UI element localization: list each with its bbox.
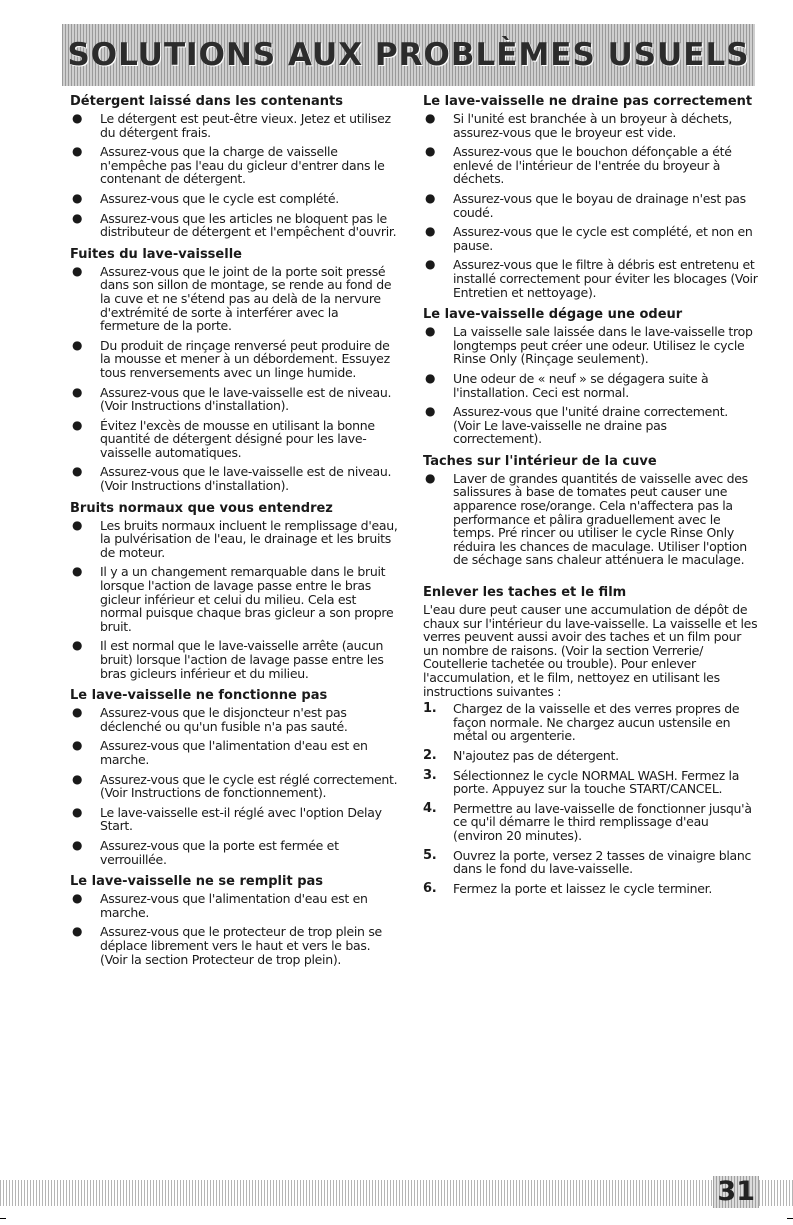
bullet-list <box>423 325 758 446</box>
section <box>70 94 400 239</box>
list-item <box>70 419 400 460</box>
list-item-text: Assurez-vous que le lave-vaisselle est de niveau. (Voir Instructions d'installation). <box>100 464 392 494</box>
bullet-icon: ● <box>72 804 83 819</box>
list-item <box>423 258 758 299</box>
list-item-text: Évitez l'excès de mousse en utilisant la bonne quantité de détergent désigné pour les lave-vaisselle automatiques. <box>100 417 375 460</box>
list-item <box>423 192 758 219</box>
bullet-icon: ● <box>425 404 436 419</box>
bullet-list <box>70 265 400 493</box>
section-heading: Le lave-vaisselle ne fonctionne pas <box>70 688 328 704</box>
list-item-text: Assurez-vous que le filtre à débris est entretenu et installé correctement pour éviter les blocages (Voir Entretien et nettoyage). <box>453 257 758 300</box>
list-item <box>70 892 400 919</box>
list-item-text: La vaisselle sale laissée dans le lave-vaisselle trop longtemps peut créer une odeur. Utilisez le cycle Rinse Only (Rinçage seulement). <box>453 324 753 367</box>
list-item-text: Si l'unité est branchée à un broyeur à déchets, assurez-vous que le broyeur est vide. <box>453 111 733 140</box>
list-item-text: Les bruits normaux incluent le remplissage d'eau, la pulvérisation de l'eau, le drainage et les bruits de moteur. <box>100 517 398 560</box>
bullet-icon: ● <box>72 263 83 278</box>
list-item-text: Assurez-vous que le cycle est complété. <box>100 190 339 206</box>
list-item <box>70 706 400 733</box>
crop-mark <box>787 1218 793 1219</box>
list-item <box>423 325 758 366</box>
section-heading: Le lave-vaisselle ne draine pas correctement <box>423 94 753 109</box>
list-item-text: Laver de grandes quantités de vaisselle avec des salissures à base de tomates peut causer une apparence rose/orange. Cela n'affectera pas la performance et pâlira graduellement avec le temps. Pré rincer ou utiliser le cycle Rinse Only réduira les chances de maculage. Utiliser l'option de séchage sans chaleur atténuera le maculage. <box>453 470 748 568</box>
bullet-list <box>70 519 400 681</box>
step-item <box>423 802 758 843</box>
step-number: 1. <box>423 701 437 717</box>
list-item <box>423 405 758 446</box>
bullet-icon: ● <box>72 705 83 720</box>
list-item-text: Assurez-vous que le boyau de drainage n'est pas coudé. <box>453 190 746 220</box>
section-heading: Le lave-vaisselle ne se remplit pas <box>70 874 324 890</box>
left-column <box>70 94 400 974</box>
list-item-text: Assurez-vous que le joint de la porte soit pressé dans son sillon de montage, se rende au fond de la cuve et ne s'étend pas au delà de la nervure d'extrémité de sorte à interférer avec la fermeture de la porte. <box>100 263 392 334</box>
bullet-icon: ● <box>72 517 83 532</box>
section <box>70 688 400 866</box>
list-item <box>423 145 758 186</box>
section <box>423 454 758 567</box>
list-item <box>423 112 758 139</box>
list-item <box>70 565 400 633</box>
bullet-list <box>423 112 758 299</box>
list-item-text: Assurez-vous que le cycle est réglé correctement. (Voir Instructions de fonctionnement). <box>100 771 398 801</box>
film-section <box>423 585 758 895</box>
section-heading: Bruits normaux que vous entendrez <box>70 500 333 516</box>
list-item <box>70 339 400 380</box>
bullet-icon: ● <box>72 738 83 753</box>
step-text: Sélectionnez le cycle NORMAL WASH. Fermez la porte. Appuyez sur la touche START/CANCEL. <box>453 767 740 797</box>
right-sections <box>423 94 758 567</box>
section-heading: Le lave-vaisselle dégage une odeur <box>423 307 683 323</box>
step-number: 4. <box>423 800 437 816</box>
bullet-icon: ● <box>72 837 83 852</box>
list-item-text: Le détergent est peut-être vieux. Jetez et utilisez du détergent frais. <box>100 111 391 140</box>
section <box>423 94 758 299</box>
bullet-icon: ● <box>425 324 436 339</box>
step-text: Chargez de la vaisselle et des verres propres de façon normale. Ne chargez aucun ustensile en métal ou argenterie. <box>453 701 740 744</box>
page-number: 31 <box>713 1176 759 1208</box>
bullet-icon: ● <box>72 337 83 352</box>
step-text: Ouvrez la porte, versez 2 tasses de vinaigre blanc dans le fond du lave-vaisselle. <box>453 847 752 877</box>
section-heading: Taches sur l'intérieur de la cuve <box>423 453 657 469</box>
list-item-text: Une odeur de « neuf » se dégagera suite à l'installation. Ceci est normal. <box>453 370 709 400</box>
bullet-icon: ● <box>72 111 83 125</box>
list-item <box>423 225 758 252</box>
bullet-icon: ● <box>72 891 83 906</box>
bullet-icon: ● <box>72 190 83 205</box>
list-item-text: Assurez-vous que l'alimentation d'eau est en marche. <box>100 738 368 767</box>
list-item-text: Assurez-vous que le lave-vaisselle est de niveau. (Voir Instructions d'installation). <box>100 384 392 414</box>
right-column <box>423 94 758 901</box>
section-heading: Fuites du lave-vaisselle <box>70 246 242 262</box>
list-item-text: Il y a un changement remarquable dans le bruit lorsque l'action de lavage passe entre le bras gicleur inférieur et celui du milieu. Cela est normal puisque chaque bras gicleur a son propre bruit. <box>100 564 394 634</box>
steps-list <box>423 702 758 895</box>
step-item <box>423 702 758 743</box>
section <box>70 874 400 966</box>
bullet-list <box>70 706 400 866</box>
bullet-icon: ● <box>72 144 83 159</box>
bullet-icon: ● <box>425 257 436 272</box>
list-item-text: Assurez-vous que la charge de vaisselle n'empêche pas l'eau du gicleur d'entrer dans le contenant de détergent. <box>100 144 385 187</box>
list-item-text: Assurez-vous que le protecteur de trop plein se déplace librement vers le haut et vers le bas. (Voir la section Protecteur de trop plein). <box>100 924 382 967</box>
list-item <box>423 372 758 399</box>
list-item <box>423 472 758 567</box>
list-item <box>70 386 400 413</box>
list-item <box>70 192 400 206</box>
list-item <box>70 639 400 680</box>
step-number: 2. <box>423 747 437 763</box>
list-item <box>70 773 400 800</box>
title-banner <box>62 24 755 86</box>
step-number: 5. <box>423 847 437 863</box>
step-text: Permettre au lave-vaisselle de fonctionner jusqu'à ce qu'il démarre le third remplissage d'eau (environ 20 minutes). <box>453 800 752 843</box>
step-text: N'ajoutez pas de détergent. <box>453 747 619 763</box>
list-item-text: Assurez-vous que l'alimentation d'eau est en marche. <box>100 891 368 920</box>
list-item-text: Il est normal que le lave-vaisselle arrête (aucun bruit) lorsque l'action de lavage passe entre les bras gicleurs inférieur et du milieu. <box>100 638 384 681</box>
bullet-icon: ● <box>425 190 436 205</box>
list-item-text: Assurez-vous que l'unité draine correctement. (Voir Le lave-vaisselle ne draine pas correctement). <box>453 404 728 447</box>
bullet-icon: ● <box>72 464 83 479</box>
bullet-icon: ● <box>72 210 83 225</box>
list-item-text: Du produit de rinçage renversé peut produire de la mousse et mener à un débordement. Essuyez tous renversements avec un linge humide. <box>100 337 390 380</box>
section-heading: Enlever les taches et le film <box>423 585 627 601</box>
bullet-icon: ● <box>72 771 83 786</box>
bullet-icon: ● <box>72 564 83 579</box>
crop-mark <box>0 1218 6 1219</box>
bullet-list <box>70 892 400 966</box>
step-number: 6. <box>423 880 437 896</box>
page-title: SOLUTIONS AUX PROBLÈMES USUELS <box>67 37 750 73</box>
list-item <box>70 739 400 766</box>
list-item <box>70 465 400 492</box>
list-item <box>70 212 400 239</box>
bullet-icon: ● <box>425 370 436 385</box>
list-item-text: Assurez-vous que le bouchon défonçable a été enlevé de l'intérieur de l'entrée du broyeur à déchets. <box>453 144 732 187</box>
film-intro: L'eau dure peut causer une accumulation de dépôt de chaux sur l'intérieur du lave-vaisselle. La vaisselle et les verres peuvent aussi avoir des taches et un film pour un nombre de raisons. (Voir la section Verrerie/ Coutellerie tachetée ou trouble). Pour enlever l'accumulation, et le film, nettoyez en utilisant les instructions suivantes : <box>423 602 758 699</box>
step-number: 3. <box>423 767 437 783</box>
step-item <box>423 849 758 876</box>
bullet-icon: ● <box>72 924 83 939</box>
bullet-list <box>70 112 400 239</box>
bullet-icon: ● <box>425 470 436 485</box>
bullet-icon: ● <box>425 224 436 239</box>
bullet-icon: ● <box>72 417 83 432</box>
list-item <box>70 839 400 866</box>
list-item-text: Le lave-vaisselle est-il réglé avec l'option Delay Start. <box>100 804 382 834</box>
list-item <box>70 925 400 966</box>
footer-bar <box>0 1180 793 1206</box>
list-item <box>70 265 400 333</box>
list-item-text: Assurez-vous que les articles ne bloquent pas le distributeur de détergent et l'empêchent d'ouvrir. <box>100 210 397 240</box>
step-text: Fermez la porte et laissez le cycle terminer. <box>453 880 712 896</box>
list-item <box>70 145 400 186</box>
bullet-icon: ● <box>425 111 436 125</box>
list-item-text: Assurez-vous que le cycle est complété, et non en pause. <box>453 224 753 253</box>
step-item <box>423 882 758 896</box>
section <box>70 501 400 681</box>
list-item <box>70 519 400 560</box>
list-item-text: Assurez-vous que la porte est fermée et verrouillée. <box>100 837 339 867</box>
section <box>70 247 400 493</box>
step-item <box>423 749 758 763</box>
bullet-icon: ● <box>72 384 83 399</box>
step-item <box>423 769 758 796</box>
section-heading: Détergent laissé dans les contenants <box>70 94 343 109</box>
bullet-list <box>423 472 758 567</box>
list-item-text: Assurez-vous que le disjoncteur n'est pas déclenché ou qu'un fusible n'a pas sauté. <box>100 705 348 734</box>
bullet-icon: ● <box>425 144 436 159</box>
list-item <box>70 806 400 833</box>
bullet-icon: ● <box>72 638 83 653</box>
list-item <box>70 112 400 139</box>
section <box>423 307 758 446</box>
